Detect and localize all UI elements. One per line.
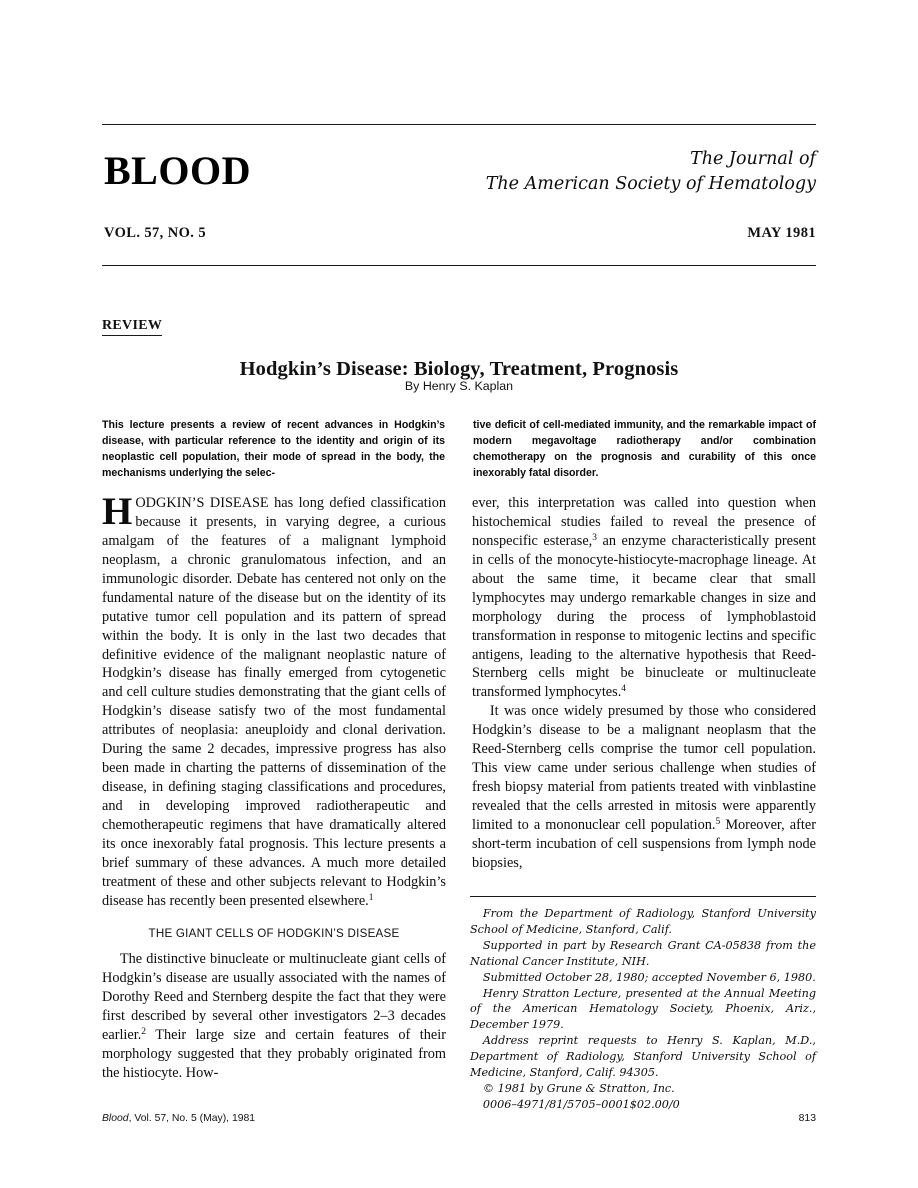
footnote-copyright: © 1981 by Grune & Stratton, Inc.: [482, 1081, 675, 1095]
footnote-issn-code: 0006–4971/81/5705–0001$02.00/0: [482, 1097, 680, 1111]
footer-citation-rest: , Vol. 57, No. 5 (May), 1981: [128, 1113, 256, 1124]
section-heading: THE GIANT CELLS OF HODGKIN’S DISEASE: [148, 926, 400, 940]
issue-date: MAY 1981: [747, 225, 816, 241]
body-column-right: [472, 494, 816, 873]
masthead-bottom-row: [102, 217, 816, 265]
abstract-column-right: tive deficit of cell-mediated immunity, and the remarkable impact of modern megavoltage radiotherapy and/or combination chemotherapy on the prognosis and curability of this once inexorably fatal disorder.: [473, 419, 816, 480]
footnote-affiliation: From the Department of Radiology, Stanford University School of Medicine, Stanford, Calif.: [470, 907, 816, 936]
society-line-2: The American Society of Hematology: [485, 174, 816, 195]
footnote-submission-dates: Submitted October 28, 1980; accepted November 6, 1980.: [482, 970, 816, 984]
page-title: Hodgkin’s Disease: Biology, Treatment, Prognosis: [239, 357, 679, 380]
paragraph-histochemical: [472, 494, 816, 702]
footnote-funding: Supported in part by Research Grant CA-05838 from the National Cancer Institute, NIH.: [470, 938, 816, 968]
footnote-block: [470, 896, 816, 1113]
paragraph-giant-cells: [102, 950, 446, 1083]
paragraph-reed-sternberg-text-b: Moreover, after short-term incubation of cell suspensions from lymph node biopsies,: [472, 816, 816, 871]
body-column-left: [102, 490, 446, 1083]
masthead: [102, 124, 816, 266]
paragraph-reed-sternberg: [472, 702, 816, 872]
abstract: [102, 417, 816, 481]
volume-issue: VOL. 57, NO. 5: [104, 225, 206, 241]
author-byline: By Henry S. Kaplan: [404, 379, 514, 393]
page-number: 813: [798, 1113, 816, 1124]
footnote-ref-3[interactable]: 3: [592, 532, 597, 543]
society-name: [486, 147, 816, 198]
journal-logo: BLOOD: [104, 148, 251, 193]
society-line-1: The Journal of: [690, 149, 816, 169]
masthead-top-row: [102, 125, 816, 217]
drop-cap: H: [102, 490, 133, 533]
footnote-ref-4[interactable]: 4: [621, 684, 627, 695]
paragraph-reed-sternberg-text-a: It was once widely presumed by those who considered Hodgkin’s disease to be a malignant neoplasm that the Reed-Sternberg cells comprise the tumor cell population. This view came under serious challenge when studies of fresh biopsy material from patients treated with vinblastine revealed that the cells arrested in mitosis were apparently limited to a mononuclear cell population.: [472, 703, 816, 833]
paragraph-giant-cells-text-a: The distinctive binucleate or multinucleate giant cells of Hodgkin’s disease are usually associated with the names of Dorothy Reed and Sternberg despite the fact that they were first described by several other investigators 2–3 decades earlier.: [102, 950, 446, 1043]
paragraph-histochemical-text-a: ever, this interpretation was called into question when histochemical studies failed to reveal the presence of nonspecific esterase,: [472, 495, 816, 549]
paragraph-histochemical-text-b: an enzyme characteristically present in cells of the monocyte-histiocyte-macrophage lineage. At about the same time, it became clear that small lymphocytes may undergo remarkable changes in size and morphology during the process of lymphoblastoid transformation in response to mitogenic lectins and specific antigens, leading to the alternative hypothesis that Reed-Sternberg cells might be binucleate or multinucleate transformed lymphocytes.: [472, 532, 816, 701]
article-type-label: REVIEW: [102, 318, 162, 336]
abstract-column-left: This lecture presents a review of recent advances in Hodgkin’s disease, with particular reference to the identity and origin of its neoplastic cell population, their mode of spread in the body, the mechanisms underlying the selec-: [102, 419, 445, 480]
paragraph-giant-cells-text-b: Their large size and certain features of their morphology suggested that they probably originated from the histiocyte. How-: [102, 1026, 446, 1081]
paragraph-intro: [102, 490, 446, 911]
paragraph-intro-text: ODGKIN’S DISEASE has long defied classification because it presents, in varying degree, a curious amalgam of the features of a malignant lymphoid neoplasm, a chronic granulomatous infection, and an immunologic disorder. Debate has centered not only on the fundamental nature of the disease but on the identity of its putative tumor cell population and its pattern of spread within the body. It is only in the last two decades that definitive evidence of the malignant neoplastic nature of Hodgkin’s disease has finally emerged from cytogenetic and cell culture studies demonstrating that the giant cells of Hodgkin’s disease satisfy two of the most fundamental attributes of neoplasia: aneuploidy and clonal derivation. During the same 2 decades, impressive progress has also been made in charting the patterns of dissemination of the disease, in defining staging classifications and procedures, and in developing improved radiotherapeutic and chemotherapeutic regimens that have dramatically altered its once inexorably fatal prognosis. This lecture presents a brief summary of these advances. A much more detailed treatment of these and other subjects relevant to Hodgkin’s disease has recently been presented elsewhere.: [102, 495, 446, 909]
footnote-lecture: Henry Stratton Lecture, presented at the Annual Meeting of the American Hematology Society, Phoenix, Ariz., December 1979.: [470, 986, 816, 1032]
footnote-ref-2[interactable]: 2: [141, 1026, 147, 1037]
footnote-ref-1[interactable]: 1: [368, 892, 374, 903]
footnote-ref-5[interactable]: 5: [715, 817, 721, 828]
footer-citation: [102, 1113, 255, 1124]
footer-journal-name: Blood: [102, 1113, 129, 1124]
footnote-reprint-address: Address reprint requests to Henry S. Kaplan, M.D., Department of Radiology, Stanford University School of Medicine, Stanford, Calif. 94305.: [470, 1034, 816, 1080]
